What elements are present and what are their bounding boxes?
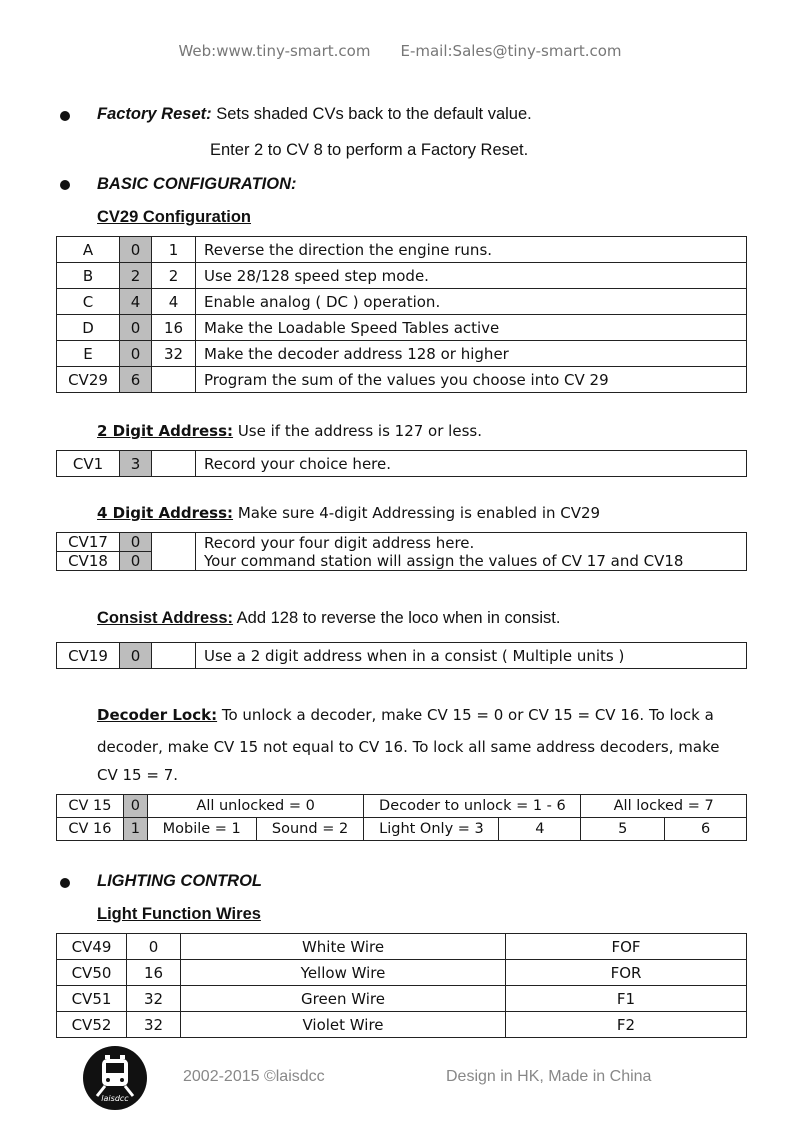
bit-cell: A bbox=[57, 237, 120, 263]
wire-cell: White Wire bbox=[181, 934, 506, 960]
consist-text: Add 128 to reverse the loco when in consist. bbox=[233, 609, 561, 627]
value-cell: 0 bbox=[120, 552, 152, 571]
light-only-cell: Light Only = 3 bbox=[364, 818, 499, 841]
value-cell: 0 bbox=[120, 533, 152, 552]
two-digit-text: Use if the address is 127 or less. bbox=[233, 422, 482, 440]
bit-cell: C bbox=[57, 289, 120, 315]
table-row bbox=[57, 960, 747, 986]
cv-cell: CV49 bbox=[57, 934, 127, 960]
option-cell: 5 bbox=[581, 818, 665, 841]
value-cell: 1 bbox=[123, 818, 147, 841]
value-cell: 0 bbox=[120, 643, 152, 669]
mobile-cell: Mobile = 1 bbox=[147, 818, 256, 841]
email-address: E-mail:Sales@tiny-smart.com bbox=[400, 42, 622, 60]
function-cell: FOF bbox=[506, 934, 747, 960]
function-cell: F2 bbox=[506, 1012, 747, 1038]
empty-cell bbox=[152, 533, 196, 571]
basic-config-title: BASIC CONFIGURATION: bbox=[97, 175, 297, 193]
empty-cell bbox=[152, 643, 196, 669]
value-cell: 0 bbox=[123, 795, 147, 818]
weight-cell bbox=[152, 367, 196, 393]
value-cell: 32 bbox=[127, 986, 181, 1012]
function-cell: F1 bbox=[506, 986, 747, 1012]
table-row bbox=[57, 643, 747, 669]
unlock-range-cell: Decoder to unlock = 1 - 6 bbox=[364, 795, 581, 818]
weight-cell: 1 bbox=[152, 237, 196, 263]
weight-cell: 16 bbox=[152, 315, 196, 341]
bullet bbox=[60, 878, 70, 888]
value-cell: 6 bbox=[120, 367, 152, 393]
desc-cell: Reverse the direction the engine runs. bbox=[196, 237, 747, 263]
value-cell: 3 bbox=[120, 451, 152, 477]
four-digit-line bbox=[97, 504, 600, 522]
cv-cell: CV51 bbox=[57, 986, 127, 1012]
cv-cell: CV19 bbox=[57, 643, 120, 669]
function-cell: FOR bbox=[506, 960, 747, 986]
decoder-lock-text: To unlock a decoder, make CV 15 = 0 or CV 15 = CV 16. To lock a bbox=[217, 706, 714, 724]
desc-cell: Make the Loadable Speed Tables active bbox=[196, 315, 747, 341]
bit-cell: E bbox=[57, 341, 120, 367]
consist-title: Consist Address: bbox=[97, 609, 233, 627]
page-header bbox=[0, 42, 800, 60]
desc-cell: Program the sum of the values you choose into CV 29 bbox=[196, 367, 747, 393]
wire-cell: Green Wire bbox=[181, 986, 506, 1012]
light-wires-title: Light Function Wires bbox=[97, 905, 261, 923]
bullet bbox=[60, 111, 70, 121]
table-row bbox=[57, 533, 747, 552]
cv19-table bbox=[56, 642, 747, 669]
table-row bbox=[57, 451, 747, 477]
cv-cell: CV 16 bbox=[57, 818, 124, 841]
two-digit-title: 2 Digit Address: bbox=[97, 422, 234, 440]
weight-cell: 32 bbox=[152, 341, 196, 367]
table-row bbox=[57, 1012, 747, 1038]
four-digit-title: 4 Digit Address: bbox=[97, 504, 234, 522]
web-address: Web:www.tiny-smart.com bbox=[178, 42, 371, 60]
design-note: Design in HK, Made in China bbox=[446, 1068, 652, 1085]
unlocked-cell: All unlocked = 0 bbox=[147, 795, 364, 818]
cv17-cv18-table bbox=[56, 532, 747, 571]
table-row bbox=[57, 237, 747, 263]
factory-reset-text: Sets shaded CVs back to the default value. bbox=[211, 105, 532, 123]
value-cell: 0 bbox=[120, 341, 152, 367]
lighting-title: LIGHTING CONTROL bbox=[97, 872, 262, 890]
decoder-lock-line-2: decoder, make CV 15 not equal to CV 16. To lock all same address decoders, make bbox=[97, 738, 720, 756]
desc-cell: Use 28/128 speed step mode. bbox=[196, 263, 747, 289]
bit-cell: CV29 bbox=[57, 367, 120, 393]
bullet bbox=[60, 180, 70, 190]
cv-cell: CV1 bbox=[57, 451, 120, 477]
desc-cell: Record your choice here. bbox=[196, 451, 747, 477]
cv1-table bbox=[56, 450, 747, 477]
table-row bbox=[57, 367, 747, 393]
cv-cell: CV50 bbox=[57, 960, 127, 986]
locked-cell: All locked = 7 bbox=[581, 795, 747, 818]
laisdcc-logo bbox=[83, 1046, 147, 1110]
table-row bbox=[57, 289, 747, 315]
weight-cell: 2 bbox=[152, 263, 196, 289]
light-wires-table bbox=[56, 933, 747, 1038]
value-cell: 32 bbox=[127, 1012, 181, 1038]
wire-cell: Yellow Wire bbox=[181, 960, 506, 986]
logo-text: laisdcc bbox=[101, 1094, 129, 1103]
empty-cell bbox=[152, 451, 196, 477]
four-digit-text: Make sure 4-digit Addressing is enabled in CV29 bbox=[233, 504, 601, 522]
bit-cell: D bbox=[57, 315, 120, 341]
desc-cell bbox=[196, 533, 747, 571]
copyright: 2002-2015 ©laisdcc bbox=[183, 1068, 325, 1085]
four-digit-desc-1: Record your four digit address here. bbox=[204, 533, 475, 552]
value-cell: 2 bbox=[120, 263, 152, 289]
value-cell: 16 bbox=[127, 960, 181, 986]
table-row bbox=[57, 795, 747, 818]
desc-cell: Make the decoder address 128 or higher bbox=[196, 341, 747, 367]
table-row bbox=[57, 986, 747, 1012]
table-row bbox=[57, 315, 747, 341]
cv-cell: CV 15 bbox=[57, 795, 124, 818]
two-digit-line bbox=[97, 422, 482, 440]
factory-reset-line bbox=[97, 105, 532, 124]
cv-cell: CV52 bbox=[57, 1012, 127, 1038]
sound-cell: Sound = 2 bbox=[256, 818, 364, 841]
table-row bbox=[57, 263, 747, 289]
four-digit-desc-2: Your command station will assign the values of CV 17 and CV18 bbox=[204, 551, 684, 570]
desc-cell: Enable analog ( DC ) operation. bbox=[196, 289, 747, 315]
decoder-lock-line-3: CV 15 = 7. bbox=[97, 766, 179, 784]
factory-reset-title: Factory Reset: bbox=[97, 105, 212, 123]
table-row bbox=[57, 934, 747, 960]
value-cell: 0 bbox=[120, 237, 152, 263]
decoder-lock-line-1 bbox=[97, 706, 714, 724]
factory-reset-instruction: Enter 2 to CV 8 to perform a Factory Reset. bbox=[210, 141, 529, 159]
cv-cell: CV18 bbox=[57, 552, 120, 571]
value-cell: 0 bbox=[127, 934, 181, 960]
decoder-lock-title: Decoder Lock: bbox=[97, 706, 218, 724]
desc-cell: Use a 2 digit address when in a consist ( Multiple units ) bbox=[196, 643, 747, 669]
weight-cell: 4 bbox=[152, 289, 196, 315]
value-cell: 0 bbox=[120, 315, 152, 341]
option-cell: 6 bbox=[665, 818, 747, 841]
cv29-title: CV29 Configuration bbox=[97, 208, 252, 226]
table-row bbox=[57, 341, 747, 367]
option-cell: 4 bbox=[499, 818, 581, 841]
bit-cell: B bbox=[57, 263, 120, 289]
decoder-lock-table bbox=[56, 794, 747, 841]
value-cell: 4 bbox=[120, 289, 152, 315]
consist-line bbox=[97, 609, 560, 628]
cv-cell: CV17 bbox=[57, 533, 120, 552]
table-row bbox=[57, 818, 747, 841]
wire-cell: Violet Wire bbox=[181, 1012, 506, 1038]
cv29-table bbox=[56, 236, 747, 393]
